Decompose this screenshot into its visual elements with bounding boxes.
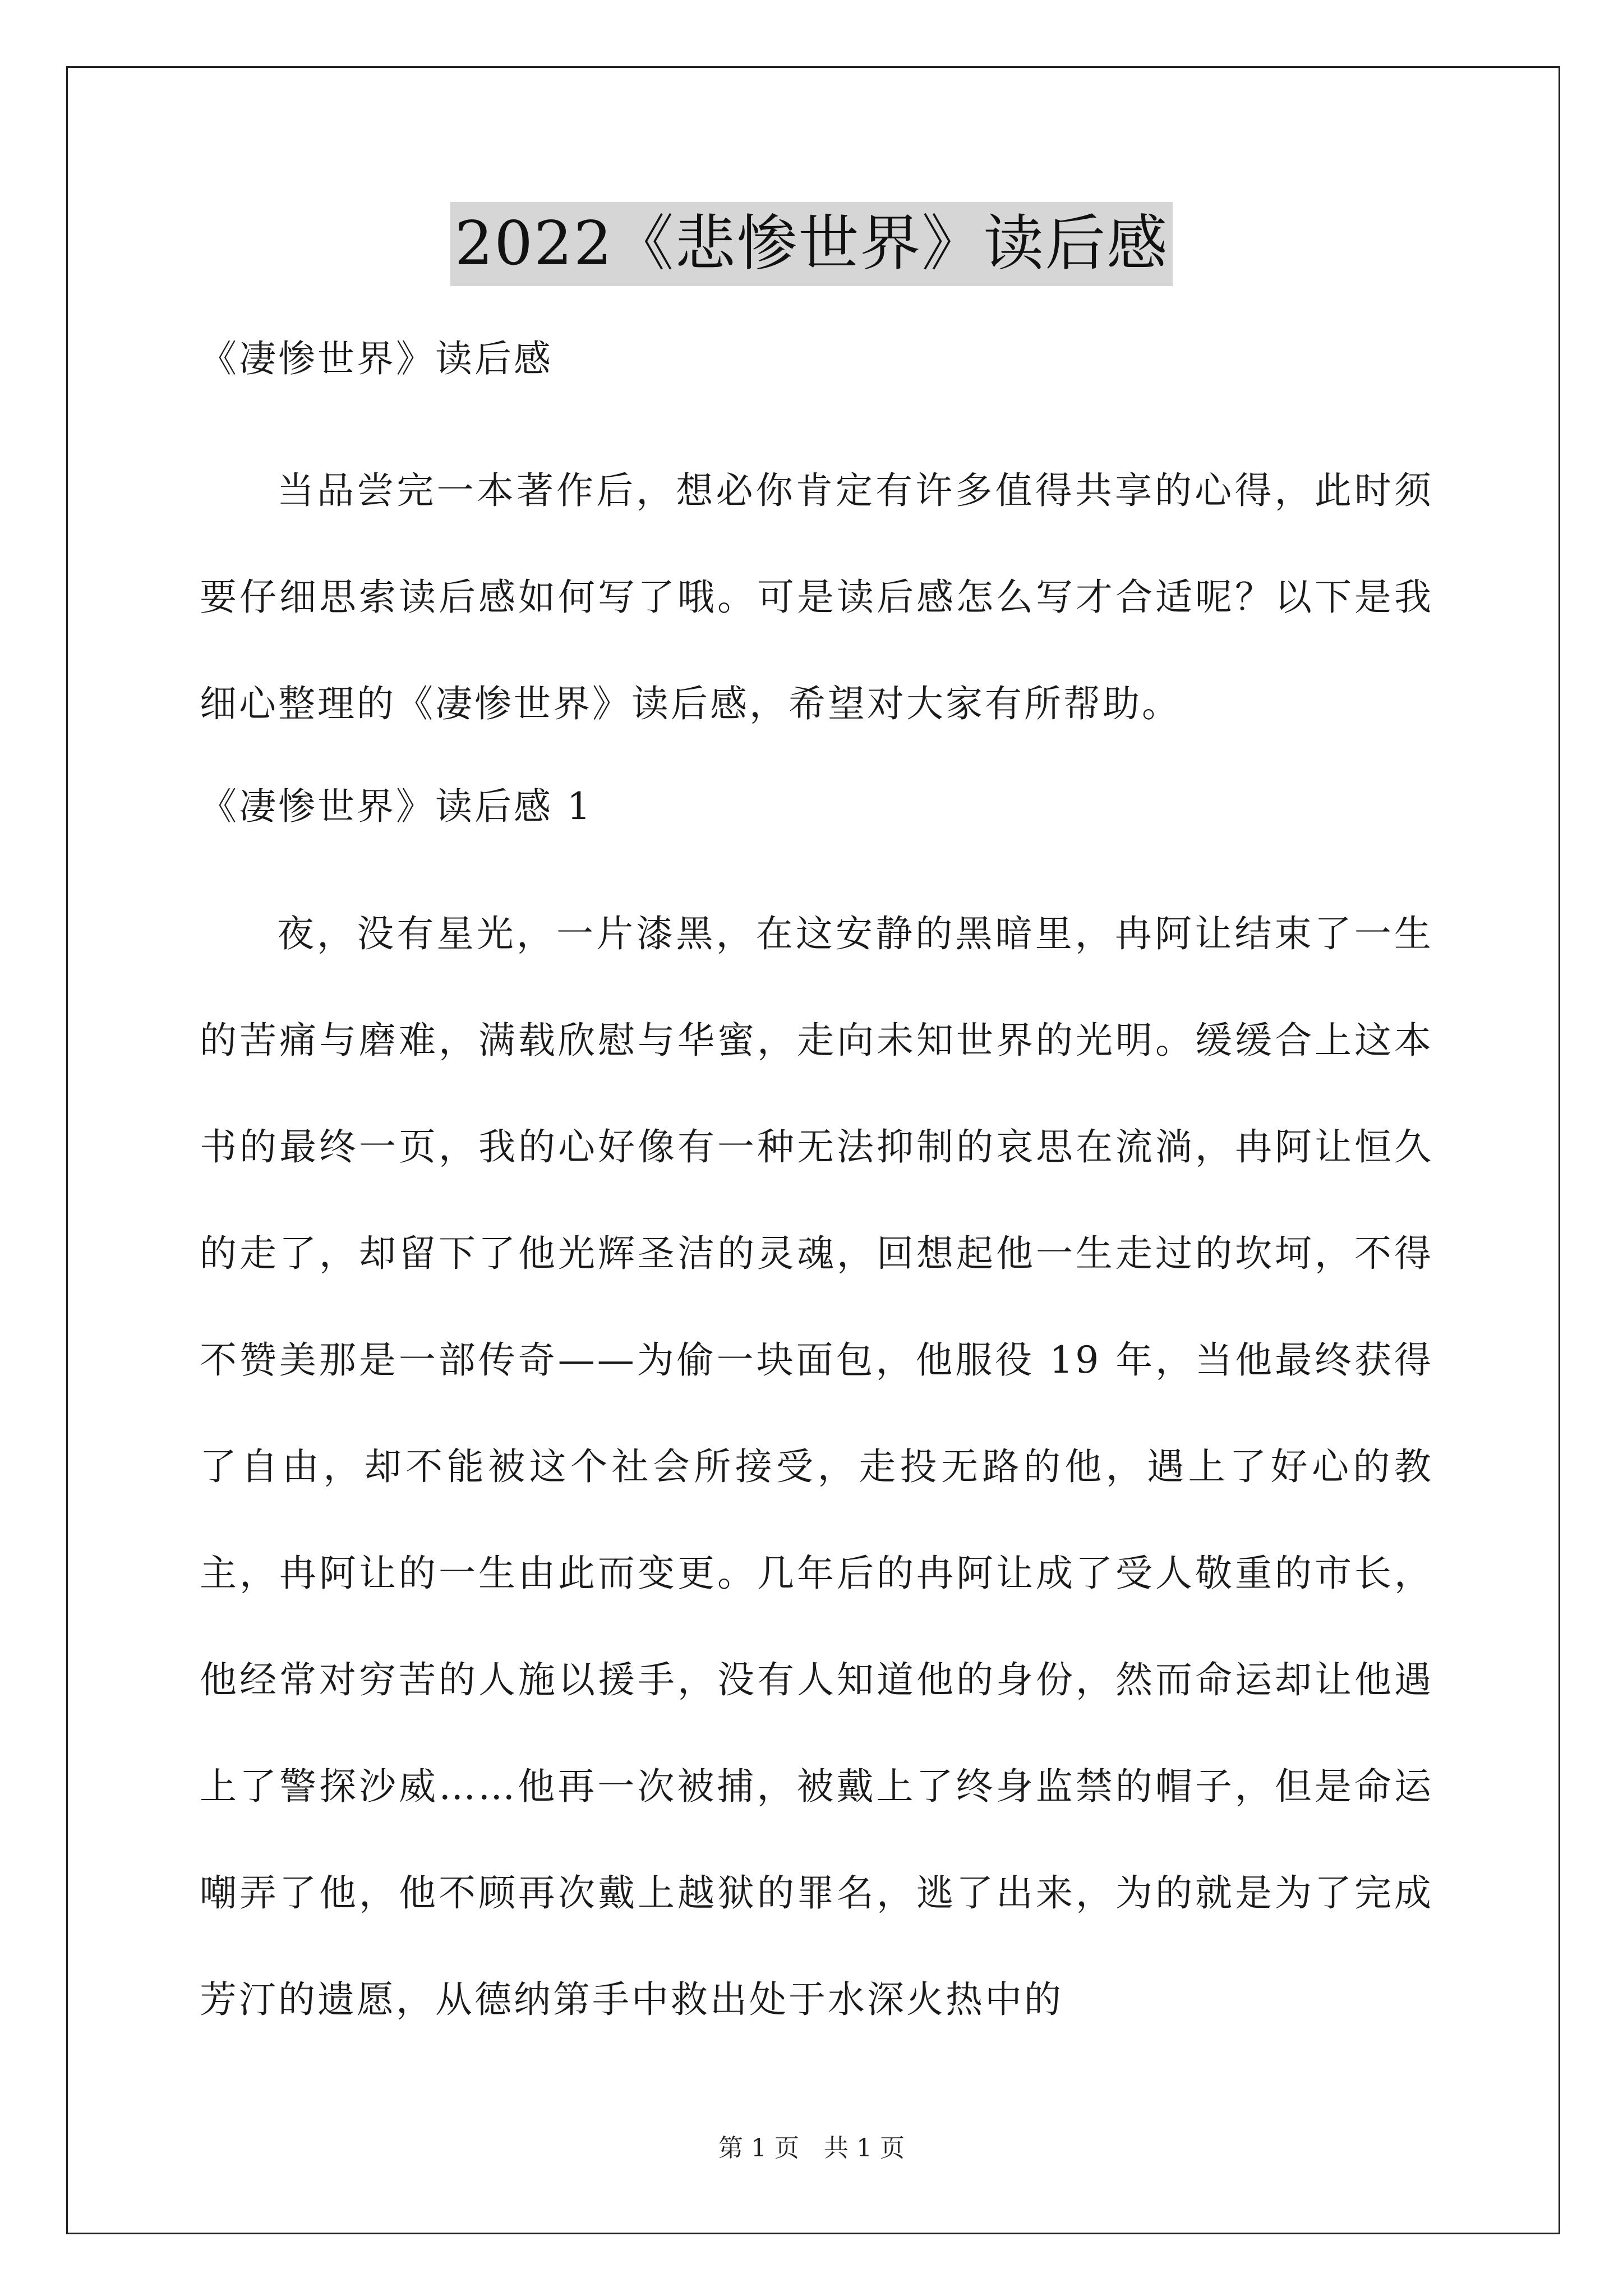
section-heading-block xyxy=(200,780,1433,834)
page-number: 第 1 页 共 1 页 xyxy=(718,2134,905,2162)
subtitle-block xyxy=(200,332,1433,386)
intro-paragraph: 当品尝完一本著作后，想必你肯定有许多值得共享的心得，此时须要仔细思索读后感如何写了哦。可是读后感怎么写才合适呢？以下是我细心整理的《凄惨世界》读后感，希望对大家有所帮助。 xyxy=(200,469,1433,725)
section-heading: 《凄惨世界》读后感 1 xyxy=(200,785,593,828)
document-title: 2022《悲惨世界》读后感 xyxy=(450,202,1173,286)
title-container xyxy=(0,202,1623,286)
body-block xyxy=(200,881,1433,2053)
body-paragraph: 夜，没有星光，一片漆黑，在这安静的黑暗里，冉阿让结束了一生的苦痛与磨难，满载欣慰与华蜜，走向未知世界的光明。缓缓合上这本书的最终一页，我的心好像有一种无法抑制的哀思在流淌，冉阿让恒久的走了，却留下了他光辉圣洁的灵魂，回想起他一生走过的坎坷，不得不赞美那是一部传奇——为偷一块面包，他服役 19 年，当他最终获得了自由，却不能被这个社会所接受，走投无路的他，遇上了好心的教主，冉阿让的一生由此而变更。几年后的冉阿让成了受人敬重的市长，他经常对穷苦的人施以援手，没有人知道他的身份，然而命运却让他遇上了警探沙威……他再一次被捕，被戴上了终身监禁的帽子，但是命运嘲弄了他，他不顾再次戴上越狱的罪名，逃了出来，为的就是为了完成芳汀的遗愿，从德纳第手中救出处于水深火热中的 xyxy=(200,912,1433,2021)
page-footer xyxy=(0,2132,1623,2165)
document-subtitle: 《凄惨世界》读后感 xyxy=(200,337,553,380)
intro-block xyxy=(200,438,1433,757)
